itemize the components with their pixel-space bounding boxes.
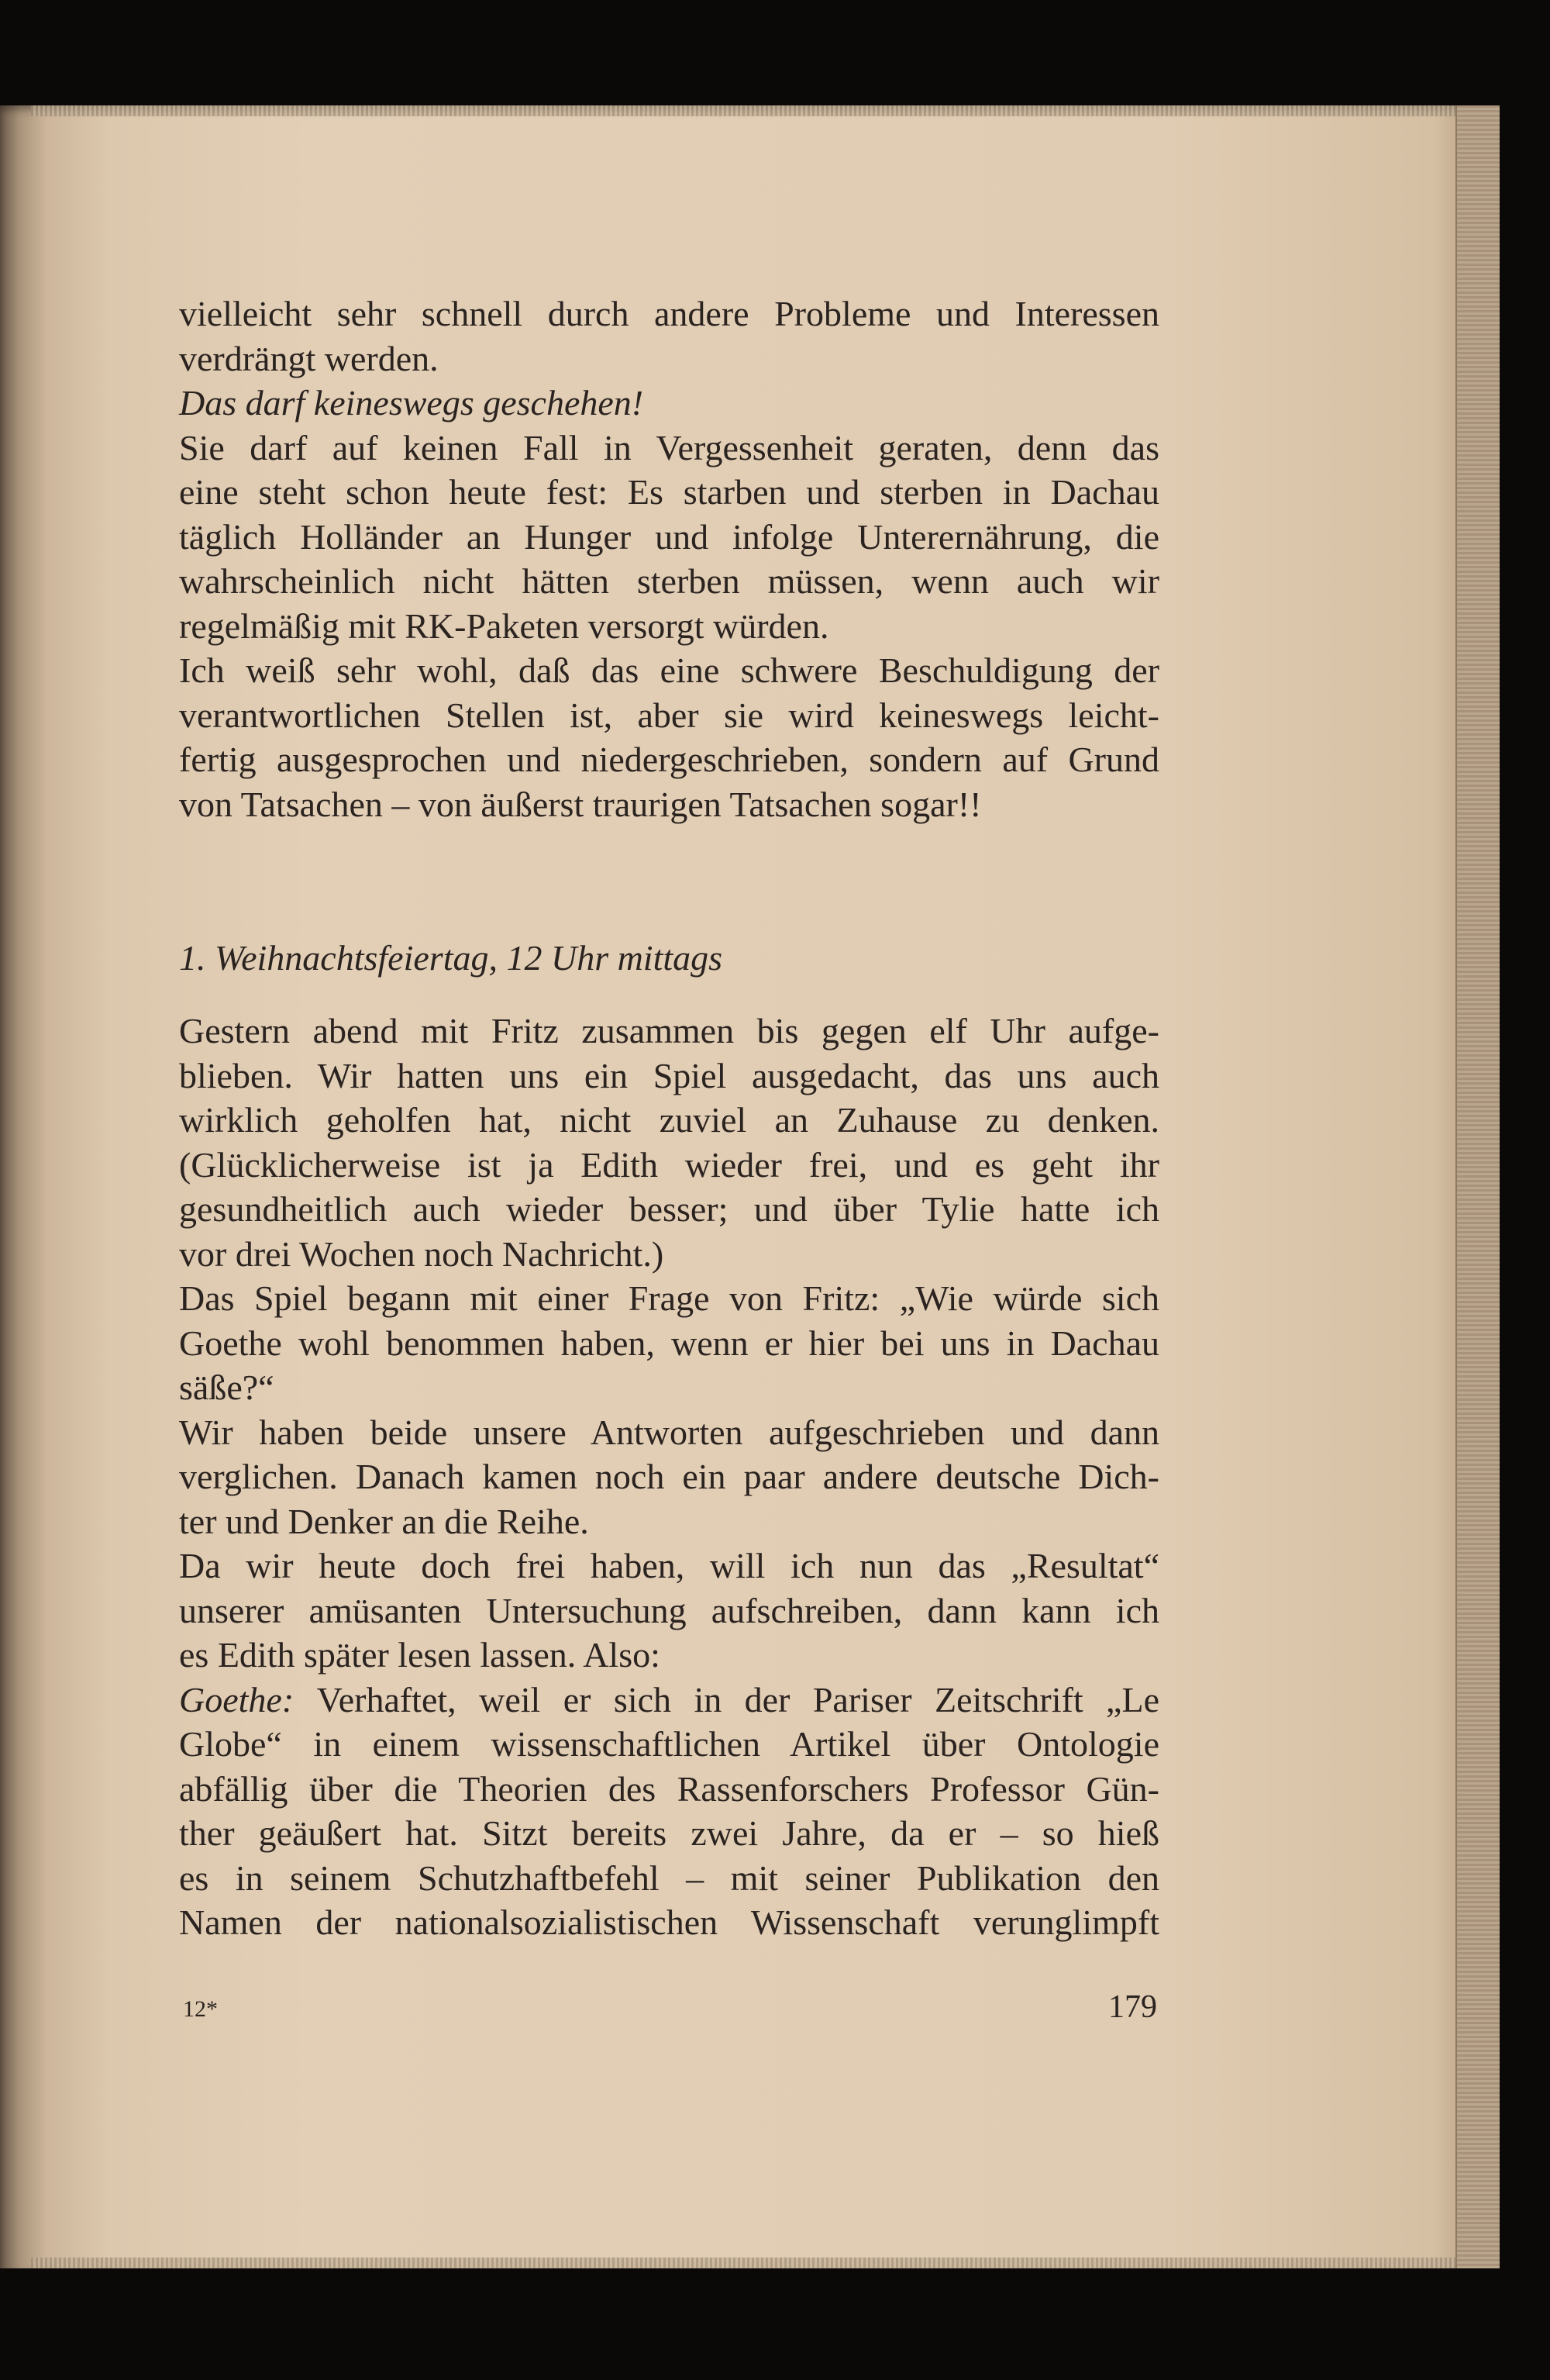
line-text: es in seinem Schutzhaftbefehl – mit seiner Publikation den bbox=[179, 1857, 1159, 1898]
text-line bbox=[179, 693, 1159, 738]
text-line bbox=[179, 1321, 1159, 1366]
line-text: Das Spiel begann mit einer Frage von Fritz: „Wie würde sich bbox=[179, 1278, 1159, 1318]
line-text: Da wir heute doch frei haben, will ich nun das „Resultat“ bbox=[179, 1546, 1159, 1585]
text-line bbox=[179, 1811, 1159, 1856]
text-line bbox=[179, 426, 1159, 471]
line-text: Das darf keineswegs geschehen! bbox=[179, 383, 644, 423]
line-text: (Glücklicherweise ist ja Edith wieder frei, und es geht ihr bbox=[179, 1144, 1159, 1185]
text-line bbox=[179, 1499, 1159, 1544]
text-line bbox=[179, 648, 1159, 693]
line-text: Globe“ in einem wissenschaftlichen Artikel über Ontologie bbox=[179, 1724, 1159, 1764]
line-text: fertig ausgesprochen und niedergeschrieben, sondern auf Grund bbox=[179, 740, 1159, 779]
line-text: unserer amüsanten Untersuchung aufschreiben, dann kann ich bbox=[179, 1590, 1159, 1630]
signature-mark: 12* bbox=[183, 1996, 218, 2022]
line-text: regelmäßig mit RK-Paketen versorgt würden. bbox=[179, 605, 829, 646]
text-line bbox=[179, 1588, 1159, 1633]
text-line bbox=[179, 515, 1159, 560]
text-line bbox=[179, 604, 1159, 649]
line-text: täglich Holländer an Hunger und infolge Unterernährung, die bbox=[179, 516, 1159, 557]
book-cover-edge bbox=[1455, 105, 1500, 2268]
line-text: vielleicht sehr schnell durch andere Probleme und Interessen bbox=[179, 294, 1159, 333]
text-line bbox=[179, 1143, 1159, 1188]
text-line bbox=[179, 1365, 1159, 1410]
line-text: wirklich geholfen hat, nicht zuviel an Zuhause zu denken. bbox=[179, 1100, 1159, 1140]
text-line bbox=[179, 291, 1159, 336]
line-text: Gestern abend mit Fritz zusammen bis gegen elf Uhr aufge- bbox=[179, 1011, 1159, 1050]
line-text: gesundheitlich auch wieder besser; und über Tylie hatte ich bbox=[179, 1189, 1159, 1229]
line-text: Verhaftet, weil er sich in der Pariser Zeitschrift „Le bbox=[316, 1679, 1159, 1719]
line-text: vor drei Wochen noch Nachricht.) bbox=[179, 1233, 664, 1274]
line-text: verantwortlichen Stellen ist, aber sie wird keineswegs leicht- bbox=[179, 695, 1159, 735]
text-line bbox=[179, 1009, 1159, 1054]
line-text: verglichen. Danach kamen noch ein paar andere deutsche Dich- bbox=[179, 1457, 1159, 1496]
text-line bbox=[179, 1187, 1159, 1232]
text-line bbox=[179, 1054, 1159, 1099]
text-line bbox=[179, 1454, 1159, 1499]
text-block-1 bbox=[179, 291, 1159, 826]
text-line bbox=[179, 1544, 1159, 1588]
text-line bbox=[179, 559, 1159, 604]
line-text: von Tatsachen – von äußerst traurigen Tatsachen sogar!! bbox=[179, 784, 982, 824]
text-line bbox=[179, 1722, 1159, 1767]
text-line bbox=[179, 1410, 1159, 1455]
text-line bbox=[179, 1767, 1159, 1812]
text-block-2 bbox=[179, 1009, 1159, 1945]
page-number: 179 bbox=[1108, 1989, 1157, 2025]
text-line bbox=[179, 470, 1159, 515]
speaker-label: Goethe: bbox=[179, 1679, 317, 1719]
text-line bbox=[179, 336, 1159, 381]
page-top-edge bbox=[31, 105, 1457, 116]
text-line bbox=[179, 1900, 1159, 1945]
page-bottom-edge bbox=[31, 2258, 1457, 2268]
line-text: eine steht schon heute fest: Es starben und sterben in Dachau bbox=[179, 472, 1159, 512]
line-text: Ich weiß sehr wohl, daß das eine schwere Beschuldigung der bbox=[179, 650, 1159, 690]
text-line bbox=[179, 1633, 1159, 1678]
line-text: abfällig über die Theorien des Rassenforschers Professor Gün- bbox=[179, 1768, 1159, 1809]
section-heading: 1. Weihnachtsfeiertag, 12 Uhr mittags bbox=[179, 938, 723, 978]
text-line bbox=[179, 1232, 1159, 1277]
line-text: säße?“ bbox=[179, 1368, 274, 1407]
line-text: ter und Denker an die Reihe. bbox=[179, 1501, 589, 1541]
text-line bbox=[179, 1276, 1159, 1321]
text-line bbox=[179, 782, 1159, 827]
text-line bbox=[179, 1098, 1159, 1143]
text-line bbox=[179, 737, 1159, 782]
text-line bbox=[179, 1856, 1159, 1901]
line-text: Goethe wohl benommen haben, wenn er hier bei uns in Dachau bbox=[179, 1323, 1159, 1363]
line-text: Wir haben beide unsere Antworten aufgeschrieben und dann bbox=[179, 1412, 1159, 1452]
line-text: Namen der nationalsozialistischen Wissenschaft verunglimpft bbox=[179, 1902, 1159, 1942]
line-text: Sie darf auf keinen Fall in Vergessenheit geraten, denn das bbox=[179, 427, 1159, 467]
line-text: wahrscheinlich nicht hätten sterben müssen, wenn auch wir bbox=[179, 561, 1159, 601]
line-text: blieben. Wir hatten uns ein Spiel ausgedacht, das uns auch bbox=[179, 1055, 1159, 1095]
line-text: es Edith später lesen lassen. Also: bbox=[179, 1635, 660, 1675]
line-text: verdrängt werden. bbox=[179, 338, 439, 378]
text-line bbox=[179, 1678, 1159, 1723]
line-text: ther geäußert hat. Sitzt bereits zwei Jahre, da er – so hieß bbox=[179, 1813, 1159, 1853]
text-line bbox=[179, 381, 1159, 426]
